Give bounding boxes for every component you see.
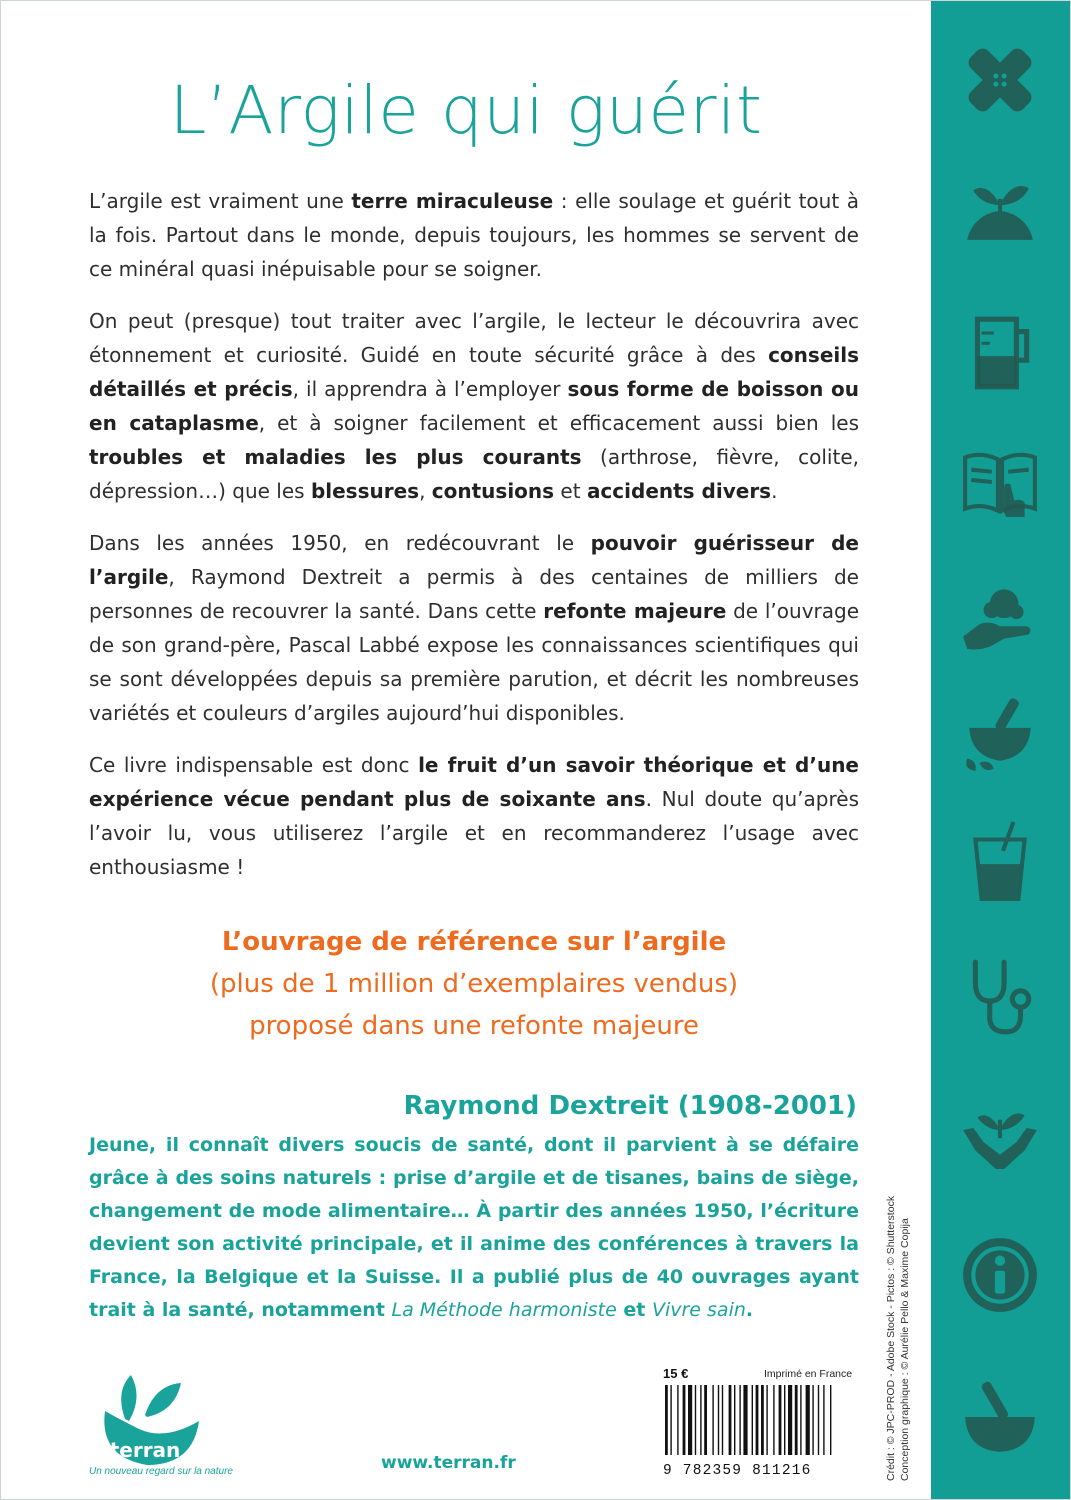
promo-line-2: (plus de 1 million d’exemplaires vendus)	[209, 969, 739, 999]
barcode	[663, 1385, 863, 1455]
hands-plant-icon	[959, 1089, 1041, 1171]
blurb-paragraph: L’argile est vraiment une terre miraculeuse : elle soulage et guérit tout à la fois. Partout dans le monde, depuis toujours, les hommes se servent de ce minéral quasi inépuisable pour se soigner.	[89, 189, 859, 281]
blurb-paragraph: On peut (presque) tout traiter avec l’argile, le lecteur le découvrira avec étonnement et curiosité. Guidé en toute sécurité grâce à des conseils détaillés et précis, il apprendra à l’employer sous forme de boisson ou en cataplasme, et à soigner facilement et efficacement aussi bien les troubles et maladies les plus courants (arthrose, fièvre, colite, dépression…) que les blessures, contusions et accidents divers.	[89, 309, 859, 503]
measuring-jug-icon	[959, 311, 1041, 393]
hand-with-clay-icon	[959, 573, 1041, 655]
stethoscope-icon	[959, 956, 1041, 1038]
book-title: L’Argile qui guérit	[169, 72, 763, 149]
isbn-digits: 9 782359 811216	[663, 1463, 812, 1479]
publisher-logo	[85, 1371, 245, 1481]
credits-line-1: Crédit : © JPC-PROD - Adobe Stock - Pictos : © Shutterstock	[885, 1195, 897, 1481]
price: 15 €	[663, 1366, 689, 1381]
blurb-paragraph: Ce livre indispensable est donc le fruit d’un savoir théorique et d’une expérience vécue pendant plus de soixante ans. Nul doute qu’après l’avoir lu, vous utiliserez l’argile et en recommanderez l’usage avec enthousiasme !	[89, 753, 859, 879]
mortar-herbs-icon	[959, 691, 1041, 773]
publisher-tagline: Un nouveau regard sur la nature	[89, 1466, 233, 1477]
drink-glass-icon	[959, 819, 1041, 901]
bandage-icon	[959, 39, 1041, 121]
book-reading-icon	[959, 441, 1041, 523]
publisher-name: terran	[109, 1438, 181, 1462]
promo-block	[89, 921, 859, 1047]
author-bio: Jeune, il connaît divers soucis de santé, dont il parvient à se défaire grâce à des soins naturels : prise d’argile et de tisanes, bains de siège, changement de mode alimentaire… À partir des années 1950, l’écriture devient son activité principale, et il anime des conférences à travers la France, la Belgique et la Suisse. Il a publié plus de 40 ouvrages ayant trait à la santé, notamment La Méthode harmoniste et Vivre sain.	[89, 1134, 859, 1321]
author-name: Raymond Dextreit (1908-2001)	[403, 1091, 857, 1121]
publisher-url[interactable]: www.terran.fr	[381, 1453, 516, 1473]
bowl-pestle-icon	[959, 1376, 1041, 1458]
info-person-icon	[959, 1234, 1041, 1316]
promo-line-1: L’ouvrage de référence sur l’argile	[221, 927, 727, 957]
plant-in-soil-icon	[959, 164, 1041, 246]
printed-in: Imprimé en France	[764, 1368, 853, 1380]
blurb	[89, 184, 859, 902]
image-credits	[884, 1156, 934, 1491]
credits-line-2: Conception graphique : © Aurélie Pello & Maxime Copija	[899, 1218, 911, 1481]
blurb-paragraph: Dans les années 1950, en redécouvrant le pouvoir guérisseur de l’argile, Raymond Dextreit a permis à des centaines de milliers de personnes de recouvrer la santé. Dans cette refonte majeure de l’ouvrage de son grand-père, Pascal Labbé expose les connaissances scientifiques qui se sont développées depuis sa première parution, et décrit les nombreuses variétés et couleurs d’argiles aujourd’hui disponibles.	[89, 531, 860, 725]
promo-line-3: proposé dans une refonte majeure	[249, 1011, 699, 1041]
